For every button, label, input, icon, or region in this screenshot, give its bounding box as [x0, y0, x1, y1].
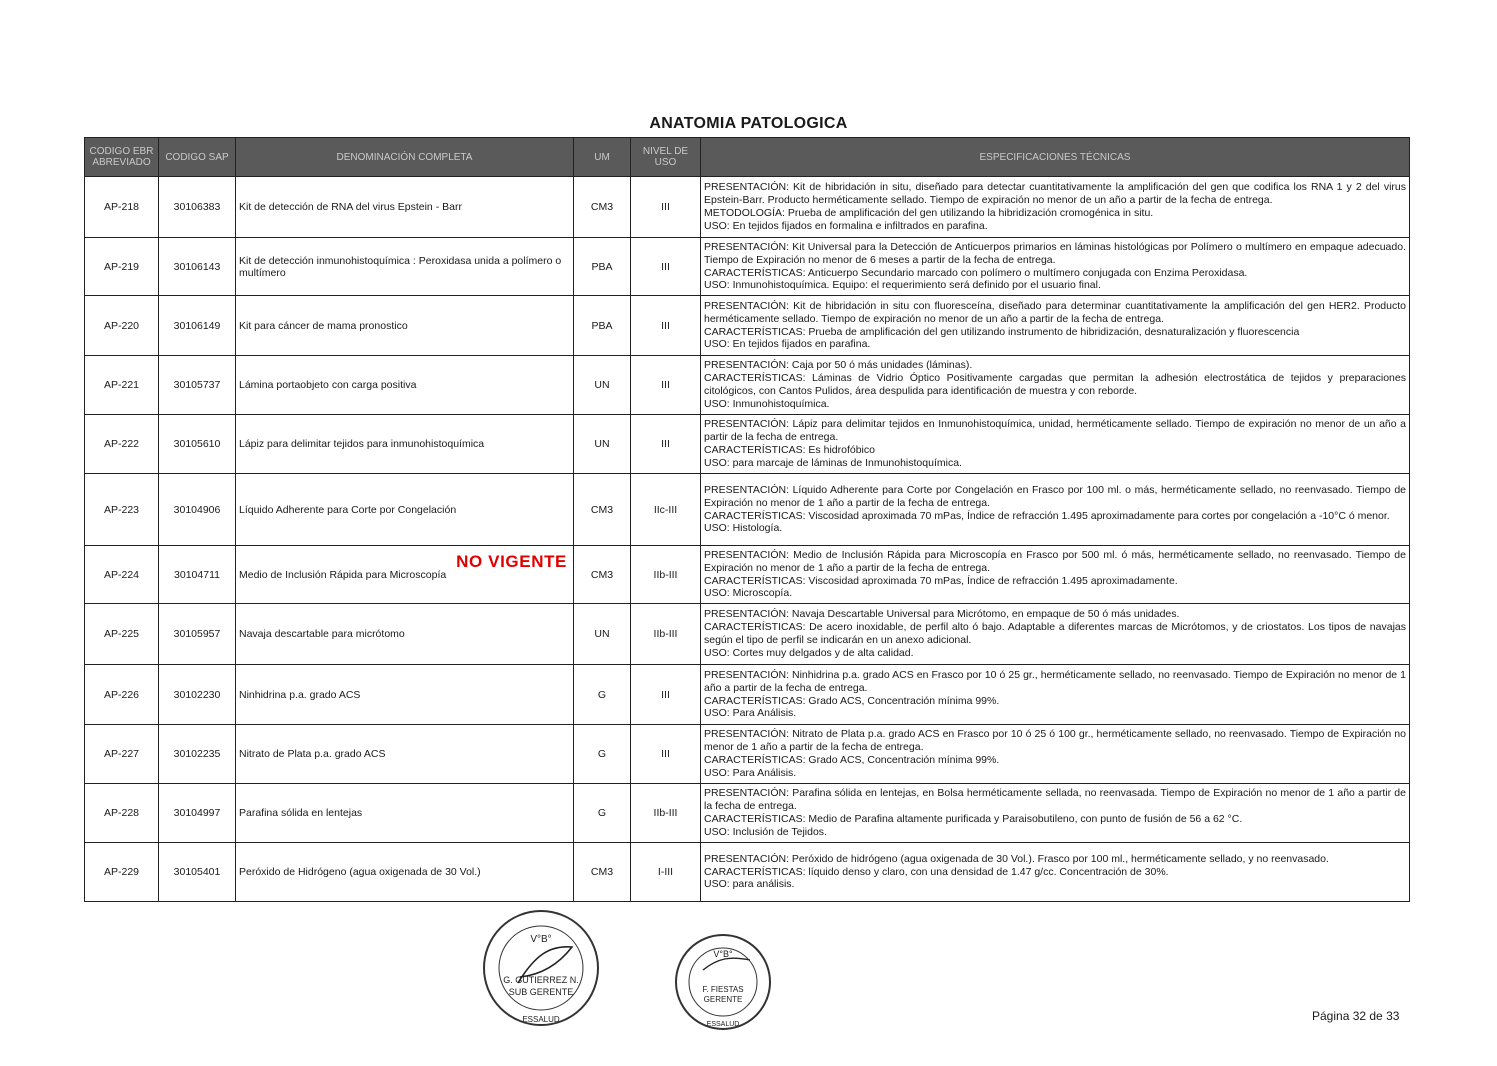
stamp-org: ESSALUD	[706, 1021, 740, 1028]
item-name: Navaja descartable para micrótomo	[239, 628, 405, 640]
cell-codigo-sap: 30102230	[159, 665, 236, 725]
spec-line: USO: Histología.	[704, 522, 783, 535]
header-codigo-sap: CODIGO SAP	[159, 138, 236, 177]
cell-especificaciones	[701, 177, 1410, 238]
stamp-vb: V°B°	[530, 934, 552, 945]
page-number: Página 32 de 33	[1312, 1009, 1400, 1023]
item-name: Ninhidrina p.a. grado ACS	[239, 688, 361, 701]
item-name: Peróxido de Hidrógeno (agua oxigenada de 30 Vol.)	[239, 866, 481, 878]
item-name: Medio de Inclusión Rápida para Microscopía	[239, 568, 447, 581]
cell-codigo-ebr: AP-228	[85, 784, 159, 843]
stamp-role: SUB GERENTE	[508, 987, 574, 997]
spec-line: CARACTERÍSTICAS: Es hidrofóbico	[704, 444, 875, 456]
spec-line: CARACTERÍSTICAS: Viscosidad aproximada 70 mPas, Índice de refracción 1.495 aproximadamente.	[704, 574, 1178, 587]
cell-um: UN	[574, 415, 631, 474]
item-name: Kit para cáncer de mama pronostico	[239, 319, 408, 332]
stamp-name: G. GUTIERREZ N.	[503, 975, 579, 985]
cell-codigo-ebr: AP-221	[85, 356, 159, 415]
header-codigo-ebr: CODIGO EBR ABREVIADO	[85, 138, 159, 177]
item-name: Kit de detección de RNA del virus Epstein - Barr	[239, 201, 462, 213]
cell-codigo-sap: 30106143	[159, 238, 236, 296]
spec-line: CARACTERÍSTICAS: Anticuerpo Secundario marcado con polímero o multímero conjugada con Enzima Peroxidasa.	[704, 266, 1248, 279]
spec-line: USO: Inclusión de Tejidos.	[704, 825, 827, 838]
table-row	[85, 474, 1410, 546]
cell-especificaciones	[701, 238, 1410, 296]
cell-nivel-uso: III	[631, 356, 701, 415]
spec-line: PRESENTACIÓN: Líquido Adherente para Corte por Congelación en Frasco por 100 ml. o más, herméticamente sellado, no reenvasado. Tiempo de Expiración no menor de 1 año a partir de la fecha de entrega.	[704, 483, 1406, 509]
cell-especificaciones	[701, 474, 1410, 546]
cell-codigo-ebr: AP-227	[85, 725, 159, 784]
item-name: Nitrato de Plata p.a. grado ACS	[239, 748, 386, 760]
cell-denominacion	[236, 665, 574, 725]
header-um: UM	[574, 138, 631, 177]
spec-line: CARACTERÍSTICAS: De acero inoxidable, de perfil alto ó bajo. Adaptable a diferentes marcas de Micrótomos, y de criostatos. Los tipos de navajas según el tipo de perfil se indicarán en un anexo adicional.	[704, 621, 1406, 646]
table-row	[85, 356, 1410, 415]
cell-codigo-sap: 30105957	[159, 604, 236, 665]
spec-line: USO: Para Análisis.	[704, 766, 797, 779]
cell-codigo-ebr: AP-225	[85, 604, 159, 665]
spec-line: USO: Para Análisis.	[704, 707, 797, 720]
cell-denominacion	[236, 784, 574, 843]
cell-denominacion	[236, 356, 574, 415]
cell-nivel-uso: I-III	[631, 843, 701, 902]
cell-codigo-ebr: AP-226	[85, 665, 159, 725]
cell-codigo-sap: 30104711	[159, 546, 236, 604]
cell-nivel-uso: IIb-III	[631, 546, 701, 604]
cell-codigo-ebr: AP-218	[85, 177, 159, 238]
cell-um: UN	[574, 604, 631, 665]
cell-um: CM3	[574, 177, 631, 238]
cell-nivel-uso: III	[631, 415, 701, 474]
cell-especificaciones	[701, 604, 1410, 665]
spec-line: CARACTERÍSTICAS: Medio de Parafina altamente purificada y Paraisobutileno, con punto de fusión de 56 a 62 °C.	[704, 813, 1243, 825]
cell-denominacion	[236, 546, 574, 604]
header-nivel-uso: NIVEL DE USO	[631, 138, 701, 177]
cell-um: G	[574, 725, 631, 784]
header-denominacion: DENOMINACIÓN COMPLETA	[236, 138, 574, 177]
cell-especificaciones	[701, 546, 1410, 604]
spec-line: PRESENTACIÓN: Caja por 50 ó más unidades (láminas).	[704, 359, 973, 372]
cell-codigo-ebr: AP-219	[85, 238, 159, 296]
cell-especificaciones	[701, 784, 1410, 843]
cell-codigo-sap: 30106383	[159, 177, 236, 238]
table-row	[85, 725, 1410, 784]
table-row	[85, 296, 1410, 356]
spec-line: CARACTERÍSTICAS: Viscosidad aproximada 70 mPas, Índice de refracción 1.495 aproximadamente para cortes por congelación a -10°C ó menor.	[704, 509, 1390, 522]
spec-line: USO: En tejidos fijados en formalina e infiltrados en parafina.	[704, 219, 988, 232]
cell-um: PBA	[574, 238, 631, 296]
table-row	[85, 238, 1410, 296]
cell-nivel-uso: IIb-III	[631, 604, 701, 665]
table-row	[85, 784, 1410, 843]
cell-um: G	[574, 665, 631, 725]
cell-nivel-uso: III	[631, 296, 701, 356]
item-name: Lápiz para delimitar tejidos para inmunohistoquímica	[239, 438, 485, 450]
spec-line: PRESENTACIÓN: Kit Universal para la Detección de Anticuerpos primarios en láminas histológicas por Polímero o multímero en empaque adecuado. Tiempo de Expiración no menor de 6 meses a partir de la fecha de entrega.	[704, 240, 1406, 266]
cell-denominacion	[236, 843, 574, 902]
cell-nivel-uso: III	[631, 177, 701, 238]
cell-um: CM3	[574, 546, 631, 604]
cell-especificaciones	[701, 843, 1410, 902]
cell-codigo-sap: 30105610	[159, 415, 236, 474]
cell-codigo-sap: 30104997	[159, 784, 236, 843]
table-row	[85, 177, 1410, 238]
spec-line: USO: Microscopía.	[704, 587, 793, 600]
specifications-table	[84, 137, 1410, 902]
table-row	[85, 843, 1410, 902]
cell-especificaciones	[701, 415, 1410, 474]
cell-codigo-sap: 30106149	[159, 296, 236, 356]
signature-icon	[703, 958, 750, 970]
spec-line: USO: para análisis.	[704, 878, 795, 891]
spec-line: PRESENTACIÓN: Lápiz para delimitar tejidos en Inmunohistoquímica, unidad, herméticamente sellado. Tiempo de expiración no menor de un año a partir de la fecha de entrega.	[704, 418, 1406, 444]
cell-denominacion	[236, 474, 574, 546]
cell-codigo-ebr: AP-222	[85, 415, 159, 474]
cell-especificaciones	[701, 356, 1410, 415]
spec-line: CARACTERÍSTICAS: Láminas de Vidrio Óptico Positivamente cargadas que permitan la adhesión electrostática de tejidos y preparaciones citológicos, con Cantos Pulidos, área despulida para identificación de muestra y con reborde.	[704, 372, 1406, 397]
stamp-vb: V°B°	[713, 949, 733, 959]
table-row	[85, 546, 1410, 604]
spec-line: USO: para marcaje de láminas de Inmunohistoquímica.	[704, 456, 962, 469]
item-name: Parafina sólida en lentejas	[239, 807, 363, 819]
cell-especificaciones	[701, 665, 1410, 725]
table-row	[85, 604, 1410, 665]
cell-um: CM3	[574, 474, 631, 546]
cell-especificaciones	[701, 296, 1410, 356]
spec-line: USO: Inmunohistoquímica. Equipo: el requerimiento será definido por el usuario final.	[704, 279, 1101, 292]
page-title: ANATOMIA PATOLOGICA	[649, 115, 848, 132]
cell-codigo-sap: 30105401	[159, 843, 236, 902]
cell-codigo-sap: 30105737	[159, 356, 236, 415]
spec-line: PRESENTACIÓN: Navaja Descartable Universal para Micrótomo, en empaque de 50 ó más unidades.	[704, 608, 1180, 621]
spec-line: PRESENTACIÓN: Parafina sólida en lentejas, en Bolsa herméticamente sellada, no reenvasada. Tiempo de Expiración no menor de 1 año a partir de la fecha de entrega.	[704, 787, 1406, 813]
spec-line: USO: Cortes muy delgados y de alta calidad.	[704, 646, 914, 659]
cell-denominacion	[236, 725, 574, 784]
cell-denominacion	[236, 238, 574, 296]
cell-nivel-uso: IIc-III	[631, 474, 701, 546]
cell-nivel-uso: III	[631, 238, 701, 296]
cell-codigo-ebr: AP-224	[85, 546, 159, 604]
cell-codigo-sap: 30102235	[159, 725, 236, 784]
cell-codigo-ebr: AP-223	[85, 474, 159, 546]
spec-line: PRESENTACIÓN: Nitrato de Plata p.a. grado ACS en Frasco por 10 ó 25 ó 100 gr., herméticamente sellado, no reenvasado. Tiempo de Expiración no menor de 1 año a partir de la fecha de entrega.	[704, 728, 1406, 754]
header-especificaciones: ESPECIFICACIONES TÉCNICAS	[701, 138, 1410, 177]
spec-line: CARACTERÍSTICAS: Grado ACS, Concentración mínima 99%.	[704, 754, 1000, 766]
spec-line: USO: En tejidos fijados en parafina.	[704, 338, 871, 351]
cell-especificaciones	[701, 725, 1410, 784]
stamp-role: GERENTE	[703, 995, 743, 1004]
cell-codigo-ebr: AP-220	[85, 296, 159, 356]
spec-line: PRESENTACIÓN: Peróxido de hidrógeno (agua oxigenada de 30 Vol.). Frasco por 100 ml., herméticamente sellado, y no reenvasado.	[704, 852, 1329, 865]
cell-denominacion	[236, 296, 574, 356]
cell-um: PBA	[574, 296, 631, 356]
stamp-seal-gutierrez	[480, 905, 602, 1033]
spec-line: METODOLOGÍA: Prueba de amplificación del gen utilizando la hibridización cromogénica in situ.	[704, 207, 1154, 219]
spec-line: USO: Inmunohistoquímica.	[704, 397, 830, 410]
item-name: Líquido Adherente para Corte por Congelación	[239, 503, 457, 516]
cell-denominacion	[236, 177, 574, 238]
stamp-seal-fiestas	[668, 930, 778, 1035]
table-row	[85, 665, 1410, 725]
spec-line: CARACTERÍSTICAS: Grado ACS, Concentración mínima 99%.	[704, 694, 1000, 707]
spec-line: CARACTERÍSTICAS: líquido denso y claro, con una densidad de 1.47 g/cc. Concentración de 30%.	[704, 865, 1169, 878]
stamp-name: F. FIESTAS	[702, 985, 744, 994]
cell-denominacion	[236, 604, 574, 665]
cell-nivel-uso: III	[631, 665, 701, 725]
item-name: Lámina portaobjeto con carga positiva	[239, 379, 417, 391]
table-row	[85, 415, 1410, 474]
cell-denominacion	[236, 415, 574, 474]
cell-nivel-uso: IIb-III	[631, 784, 701, 843]
spec-line: CARACTERÍSTICAS: Prueba de amplificación del gen utilizando instrumento de hibridización, desnaturalización y fluorescencia	[704, 325, 1300, 338]
cell-um: UN	[574, 356, 631, 415]
stamp-org: ESSALUD	[522, 1015, 560, 1024]
status-badge: NO VIGENTE	[456, 552, 567, 571]
cell-nivel-uso: III	[631, 725, 701, 784]
item-name: Kit de detección inmunohistoquímica : Peroxidasa unida a polímero o multímero	[239, 254, 562, 279]
cell-codigo-ebr: AP-229	[85, 843, 159, 902]
spec-line: PRESENTACIÓN: Ninhidrina p.a. grado ACS en Frasco por 10 ó 25 gr., herméticamente sellado, no reenvasado. Tiempo de Expiración no menor de 1 año a partir de la fecha de entrega.	[704, 668, 1406, 694]
table-header-row	[85, 138, 1410, 177]
cell-um: G	[574, 784, 631, 843]
cell-um: CM3	[574, 843, 631, 902]
cell-codigo-sap: 30104906	[159, 474, 236, 546]
spec-line: PRESENTACIÓN: Kit de hibridación in situ, diseñado para detectar cuantitativamente la amplificación del gen que codifica los RNA 1 y 2 del virus Epstein-Barr. Producto herméticamente sellado. Tiempo de expiración no menor de un año a partir de la fecha de entrega.	[704, 181, 1406, 207]
spec-line: PRESENTACIÓN: Medio de Inclusión Rápida para Microscopía en Frasco por 500 ml. ó más, herméticamente sellado, no reenvasado. Tiempo de Expiración no menor de 1 año a partir de la fecha de entrega.	[704, 548, 1406, 574]
spec-line: PRESENTACIÓN: Kit de hibridación in situ con fluoresceína, diseñado para determinar cuantitativamente la amplificación del gen HER2. Producto herméticamente sellado. Tiempo de expiración no menor de un año a partir de la fecha de entrega.	[704, 299, 1406, 325]
